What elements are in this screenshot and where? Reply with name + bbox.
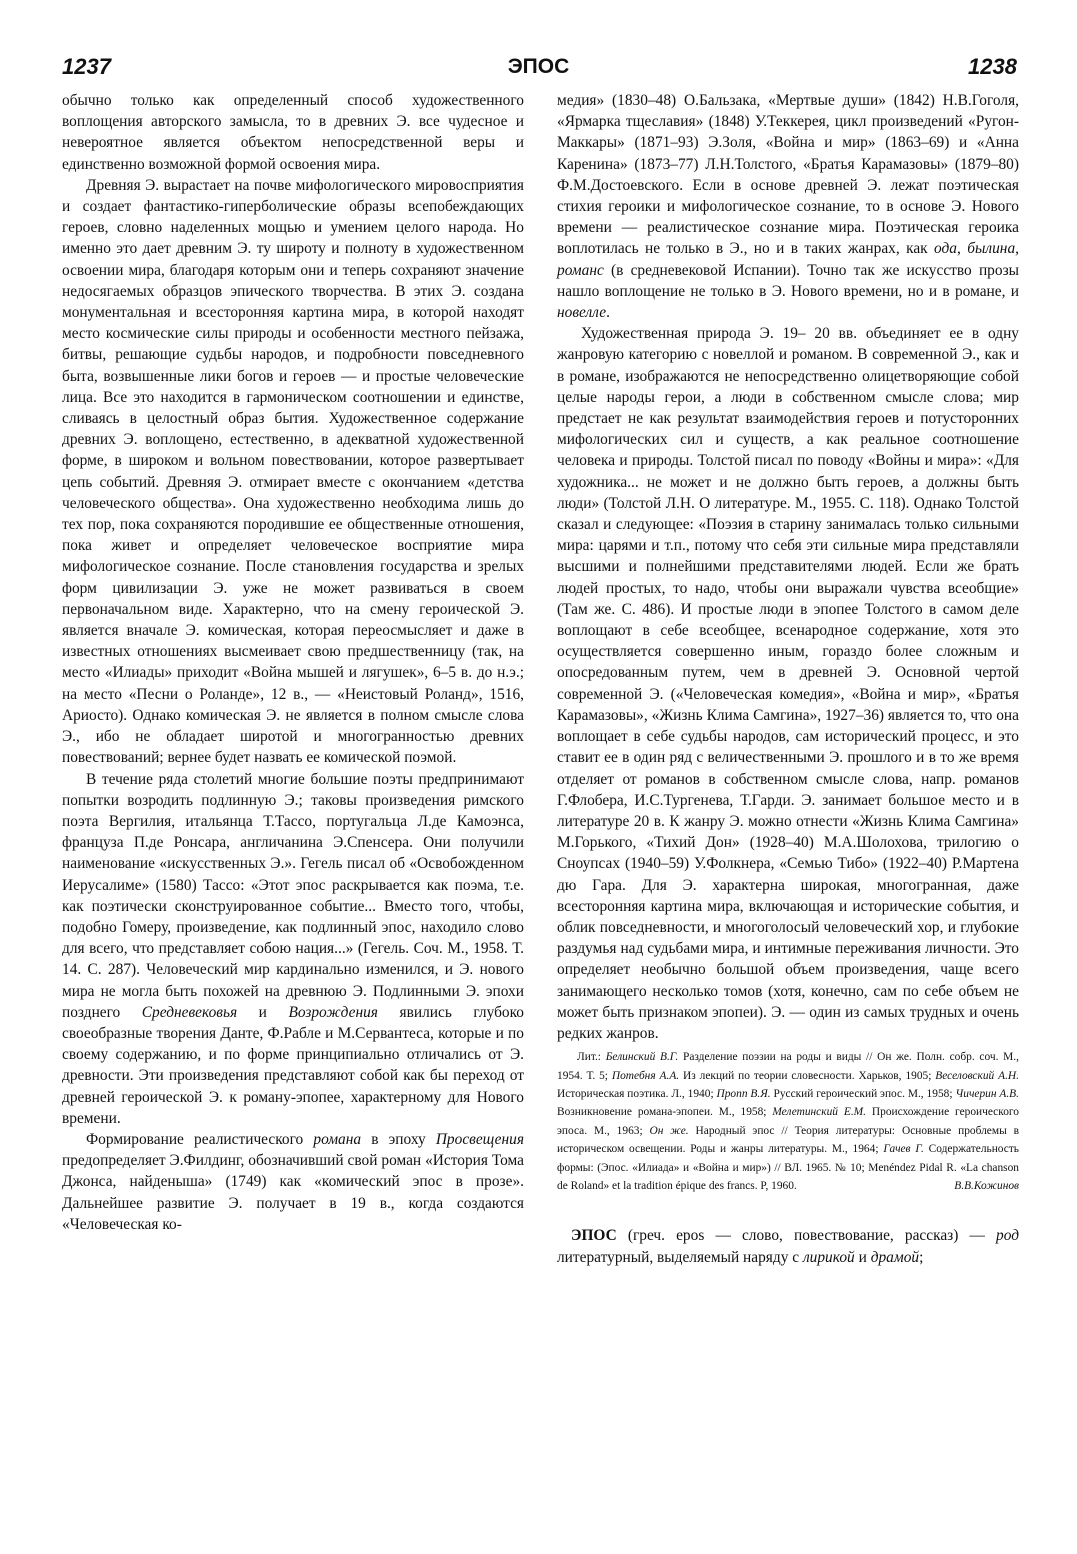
bibliography-label: Лит.: xyxy=(577,1051,601,1064)
next-entry: ЭПОС (греч. epos — слово, повествование, рассказ) — род литературный, выделяемый наряду с лирикой и драмой; xyxy=(557,1227,1019,1266)
page-number-right: 1238 xyxy=(968,54,1017,79)
paragraph: обычно только как определенный способ художественного воплощения авторского замысла, то в древних Э. все чудесное и невероятное является объектом непосредственной веры и единственно возможной формой освоения мира. xyxy=(62,92,524,173)
headword: ЭПОС xyxy=(571,1227,617,1245)
paragraph: Художественная природа Э. 19– 20 вв. объединяет ее в одну жанровую категорию с новеллой и романом. В современной Э., как и в романе, изображаются не непосредственно олицетворяющие собой целые народы герои, а люди в собственном смысле слова; мир предстает не как результат взаимодействия героев и потусторонних мифологических сил и существ, а как реальное соотношение человека и природы. Толстой писал по поводу «Войны и мира»: «Для художника... не может и не должно быть героев, а должны быть люди» (Толстой Л.Н. О литературе. М., 1955. С. 118). Однако Толстой сказал и следующее: «Поэзия в старину занималась только сильными мира: царями и т.п., потому что себя эти сильные мира представляли высшими и полнейшими представителями людей. Если же брать людей простых, то надо, чтобы они выражали чувства всеобщие» (Там же. С. 486). И простые люди в эпопее Толстого в самом деле воплощают в себе всеобщее, всенародное содержание, хотя это осуществляется совершенно иным, гораздо более сложным и опосредованным путем, чем в древней Э. Основной чертой современной Э. («Человеческая комедия», «Война и мир», «Братья Карамазовы», «Жизнь Клима Самгина», 1927–36) является то, что она воплощает в себе судьбы народов, сам исторический процесс, и это ставит ее в один ряд с величественными Э. прошлого и в то же время отделяет от романов в собственном смысле слова, напр. романов Г.Флобера, И.С.Тургенева, Т.Гарди. Э. занимает большое место и в литературе 20 в. К жанру Э. можно отнести «Жизнь Клима Самгина» М.Горького, «Тихий Дон» (1928–40) М.А.Шолохова, трилогию о Сноупсах (1940–59) У.Фолкнера, «Семью Тибо» (1922–40) Р.Мартена дю Гара. Для Э. характерна широкая, многогранная, даже всесторонняя картина мира, включающая и исторические события, и облик повседневности, и многоголосый человеческий хор, и глубокие раздумья над судьбами мира, и интимные переживания личности. Это определяет необычно большой объем произведения, чаще всего занимающего несколько томов (хотя, конечно, сам по себе объем не может быть признаком эпопеи). Э. — один из самых трудных и очень редких жанров. xyxy=(557,325,1019,1042)
paragraph: Формирование реалистического романа в эпоху Просвещения предопределяет Э.Филдинг, обозначивший свой роман «История Тома Джонса, найденыша» (1749) как «комический эпос в прозе». Дальнейшее развитие Э. получает в 19 в., когда создаются «Человеческая ко- xyxy=(62,1130,524,1233)
running-head: ЭПОС xyxy=(507,55,570,78)
paragraph: медия» (1830–48) О.Бальзака, «Мертвые души» (1842) Н.В.Гоголя, «Ярмарка тщеславия» (1848) У.Теккерея, цикл произведений «Ругон-Маккары» (1871–93) Э.Золя, «Война и мир» (1863–69) и «Анна Каренина» (1873–77) Л.Н.Толстого, «Братья Карамазовы» (1879–80) Ф.М.Достоевского. Если в основе древней Э. лежат поэтическая стихия героики и мифологическое сознание, то в основе Э. Нового времени — реалистическое сознание мира. Поэтическая героика воплотилась не только в Э., но и в таких жанрах, как ода, былина, романс (в средневековой Испании). Точно так же искусство прозы нашло воплощение не только в Э. Нового времени, но и в романе, и новелле. xyxy=(557,92,1019,322)
right-column xyxy=(557,90,1019,1268)
bibliography: Лит.: Белинский В.Г. Разделение поэзии на роды и виды // Он же. Полн. собр. соч. М., 1954. Т. 5; Потебня А.А. Из лекций по теории словесности. Харьков, 1905; Веселовский А.Н. Историческая поэтика. Л., 1940; Пропп В.Я. Русский героический эпос. М., 1958; Чичерин А.В. Возникновение романа-эпопеи. М., 1958; Мелетинский Е.М. Происхождение героического эпоса. М., 1963; Он же. Народный эпос // Теория литературы: Основные проблемы в историческом освещении. Роды и жанры литературы. М., 1964; Гачев Г. Содержательность формы: (Эпос. «Илиада» и «Война и мир») // ВЛ. 1965. № 10; Menéndez Pidal R. «La chanson de Roland» et la tradition épique des francs. P, 1960. В.В.Кожинов xyxy=(557,1048,1019,1195)
paragraph: Древняя Э. вырастает на почве мифологического мировосприятия и создает фантастико-гиперболические образы всепобеждающих героев, словно наделенных мощью и умением целого народа. Но именно это дает древним Э. ту широту и полноту в художественном освоении мира, благодаря которым они и теперь сохраняют значение недосягаемых образцов эпического творчества. В этих Э. создана монументальная и всесторонняя картина мира, в которой находят место космические силы природы и особенности местного пейзажа, битвы, решающие судьбы народов, и подробности повседневного быта, возвышенные лики богов и героев — и простые человеческие лица. Все это находится в гармоническом соотношении и единстве, сливаясь в целостный образ бытия. Художественное содержание древних Э. воплощено, естественно, в адекватной художественной форме, в широком и вольном повествовании, которое развертывает цепь событий. Древняя Э. отмирает вместе с окончанием «детства человеческого общества». Она художественно необходима лишь до тех пор, пока сохраняются породившие ее общественные отношения, пока живет и определяет человеческое восприятие мира мифологическое сознание. После становления государства и зрелых форм цивилизации Э. уже не может развиваться в своем первоначальном виде. Характерно, что на смену героической Э. является вначале Э. комическая, которая переосмысляет и даже в известных отношениях высмеивает свою предшественницу (так, на место «Илиады» приходит «Война мышей и лягушек», 6–5 в. до н.э.; на место «Песни о Роланде», 12 в., — «Неистовый Роланд», 1516, Ариосто). Однако комическая Э. не является в полном смысле слова Э., ибо не обладает широтой и многогранностью древних повествований; вернее будет назвать ее комической поэмой. xyxy=(62,176,524,767)
author-signature: В.В.Кожинов xyxy=(954,1179,1019,1192)
page-number-left: 1237 xyxy=(62,54,111,79)
paragraph: В течение ряда столетий многие большие поэты предпринимают попытки возродить подлинную Э.; таковы произведения римского поэта Вергилия, итальянца Т.Тассо, португальца Л.де Камоэнса, француза П.де Ронсара, англичанина Э.Спенсера. Они получили наименование «искусственных Э.». Гегель писал об «Освобожденном Иерусалиме» (1580) Тассо: «Этот эпос раскрывается как поэма, т.е. как поэтически сконструированное событие... Вместо того, чтобы, подобно Гомеру, произведение, как подлинный эпос, находило слово для всего, что представляет собою нация...» (Гегель. Соч. М., 1958. Т. 14. С. 287). Человеческий мир кардинально изменился, и Э. нового мира не могла быть похожей на древнюю Э. Подлинными Э. эпохи позднего Средневековья и Возрождения явились глубоко своеобразные творения Данте, Ф.Рабле и М.Сервантеса, которые и по своему содержанию, и по форме принципиально отличались от Э. древности. Эти произведения представляют собой как бы переход от древней героической Э. к роману-эпопее, характерному для Нового времени. xyxy=(62,770,524,1127)
left-column xyxy=(62,90,524,1235)
